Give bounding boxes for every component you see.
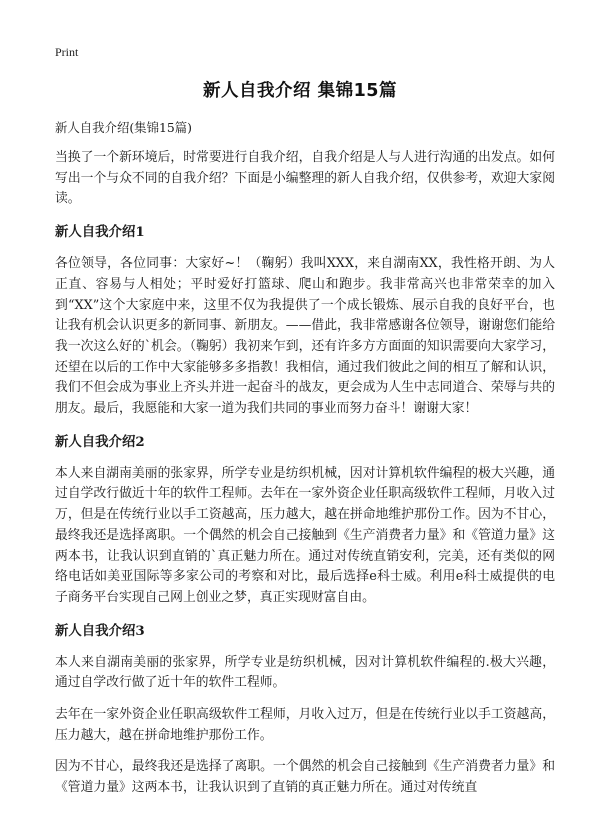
document-body <box>55 118 555 810</box>
document-subtitle: 新人自我介绍(集锦15篇) <box>55 120 192 135</box>
section-3-paragraph-1: 本人来自湖南美丽的张家界，所学专业是纺织机械，因对计算机软件编程的.极大兴趣，通过自学改行做了近十年的软件工程师。 <box>55 654 555 691</box>
print-label: Print <box>55 45 79 59</box>
intro-paragraph: 当换了一个新环境后，时常要进行自我介绍，自我介绍是人与人进行沟通的出发点。如何写出一个与众不同的自我介绍？下面是小编整理的新人自我介绍，仅供参考，欢迎大家阅读。 <box>55 150 555 207</box>
section-2-paragraph-1: 本人来自湖南美丽的张家界，所学专业是纺织机械，因对计算机软件编程的极大兴趣，通过自学改行做近十年的软件工程师。去年在一家外资企业任职高级软件工程师，月收入过万，但是在传统行业以手工资越高，压力越大，越在拼命地维护那份工作。因为不甘心，最终我还是选择离职。一个偶然的机会自己接触到《生产消费者力量》和《管道力量》这两本书，让我认识到直销的`真正魅力所在。通过对传统直销安利，完美，还有类似的网络电话如美亚国际等多家公司的考察和对比，最后选择e科士威。利用e科士威提供的电子商务平台实现自己网上创业之梦，真正实现财富自由。 <box>55 465 555 605</box>
section-heading-3: 新人自我介绍3 <box>55 622 145 639</box>
section-heading-1: 新人自我介绍1 <box>55 224 145 241</box>
section-3-paragraph-3: 因为不甘心，最终我还是选择了离职。一个偶然的机会自己接触到《生产消费者力量》和《管道力量》这两本书，让我认识到了直销的真正魅力所在。通过对传统直 <box>55 759 555 796</box>
section-heading-2: 新人自我介绍2 <box>55 433 145 450</box>
document-title: 新人自我介绍 集锦15篇 <box>203 81 397 101</box>
section-1-paragraph-1: 各位领导，各位同事：大家好~！（鞠躬）我叫XXX，来自湖南XX，我性格开朗、为人正直、容易与人相处；平时爱好打篮球、爬山和跑步。我非常高兴也非常荣幸的加入到“XX”这个大家庭中来，这里不仅为我提供了一个成长锻炼、展示自我的良好平台，也让我有机会认识更多的新同事、新朋友。——借此，我非常感谢各位领导，谢谢您们能给我一次这么好的`机会。（鞠躬）我初来乍到，还有许多方方面面的知识需要向大家学习，还望在以后的工作中大家能够多多指教！我相信，通过我们彼此之间的相互了解和认识，我们不但会成为事业上齐头并进一起奋斗的战友，更会成为人生中志同道合、荣辱与共的朋友。最后，我愿能和大家一道为我们共同的事业而努力奋斗！谢谢大家！ <box>55 256 555 417</box>
section-3-paragraph-2: 去年在一家外资企业任职高级软件工程师，月收入过万，但是在传统行业以手工资越高，压力越大，越在拼命地维护那份工作。 <box>55 707 555 743</box>
